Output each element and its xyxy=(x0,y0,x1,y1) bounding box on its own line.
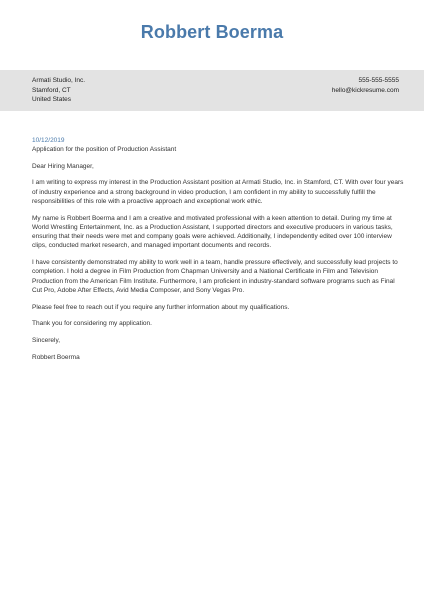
sender-phone: 555-555-5555 xyxy=(358,77,399,84)
contact-info-bar xyxy=(0,70,424,111)
recipient-address xyxy=(32,76,85,105)
letter-paragraph-5: Thank you for considering my application. xyxy=(32,320,152,328)
letter-paragraph-2: My name is Robbert Boerma and I am a creative and motivated professional with a keen attention to detail. During my time at World Wrestling Entertainment, Inc. as a Production Assistant, I supported directors and executive producers in various tasks, ensuring that their needs were met and company goals were achieved. Additionally, I independently edited over 100 interview clips, conducted market research, and managed important documents and records. xyxy=(32,214,393,250)
sender-contact xyxy=(332,76,399,95)
applicant-name: Robbert Boerma xyxy=(140,22,284,42)
sender-email: hello@kickresume.com xyxy=(331,86,399,94)
letter-signature: Robbert Boerma xyxy=(32,353,80,361)
letter-subject: Application for the position of Production Assistant xyxy=(32,146,177,154)
letter-salutation: Dear Hiring Manager, xyxy=(32,162,94,170)
recipient-country: United States xyxy=(32,96,72,103)
letter-body xyxy=(32,136,404,369)
letter-closing: Sincerely, xyxy=(32,337,61,345)
letter-paragraph-1: I am writing to express my interest in the Production Assistant position at Armati Studio, Inc. in Stamford, CT. With over four years of industry experience and a strong background in video production, I am confident in my ability to successfully fulfill the responsibilities of this role with a proactive approach and exceptional work ethic. xyxy=(32,179,404,205)
letter-paragraph-4: Please feel free to reach out if you require any further information about my qualifications. xyxy=(32,303,290,311)
letter-date: 10/12/2019 xyxy=(32,137,65,144)
recipient-company: Armati Studio, Inc. xyxy=(32,77,86,84)
recipient-city: Stamford, CT xyxy=(32,86,71,94)
letter-paragraph-3: I have consistently demonstrated my ability to work well in a team, handle pressure effectively, and successfully lead projects to completion. I hold a degree in Film Production from Chapman University and a National Certificate in Film and Television Production from the American Film Institute. Furthermore, I am proficient in industry-standard software programs such as Final Cut Pro, Adobe After Effects, Avid Media Composer, and Sony Vegas Pro. xyxy=(32,259,398,295)
